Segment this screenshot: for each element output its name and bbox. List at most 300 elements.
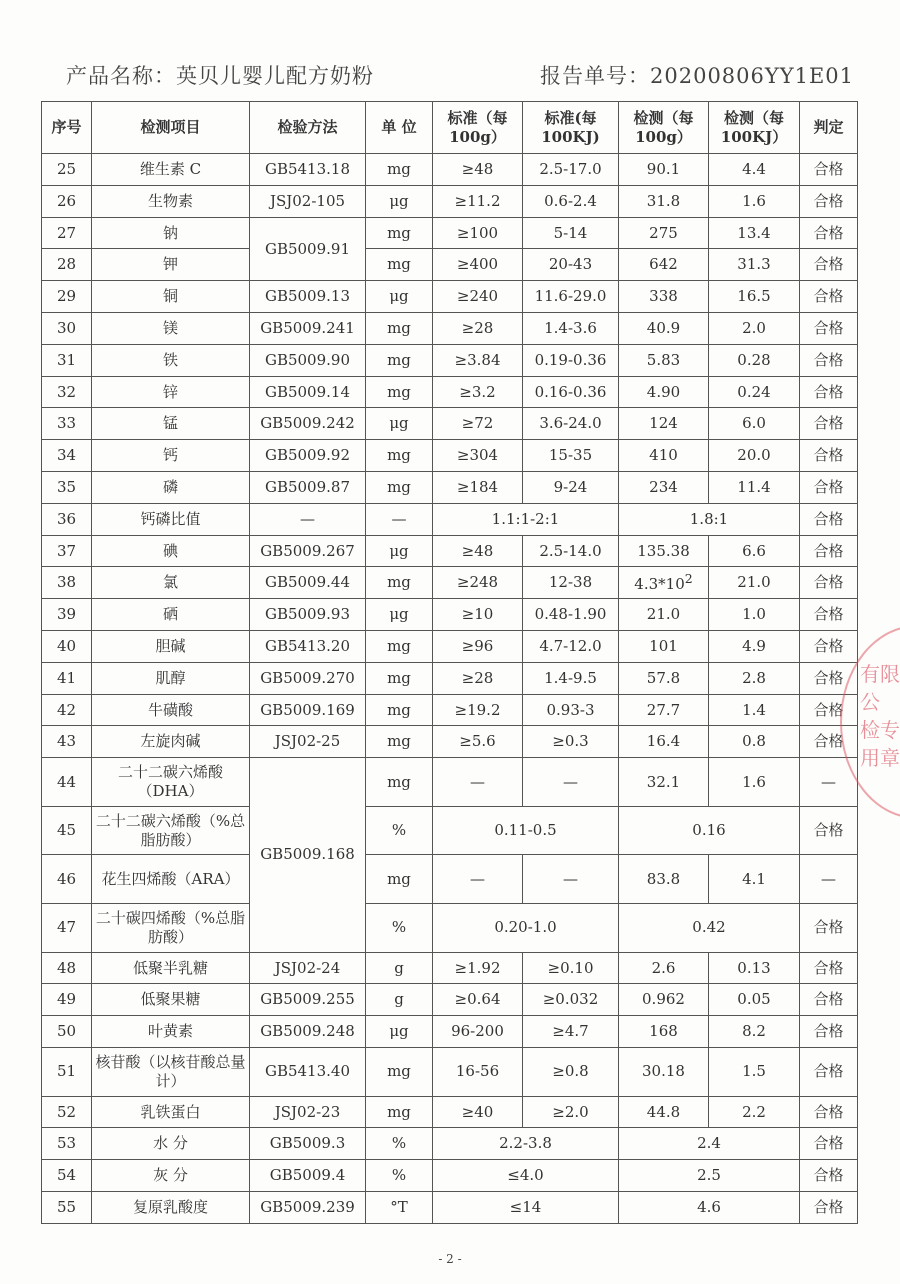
cell-std-100kj: 12-38 [523, 567, 619, 599]
cell-method: GB5009.248 [250, 1016, 366, 1048]
cell-std-100g: ≥3.2 [433, 376, 523, 408]
cell-detected: 0.42 [619, 903, 800, 952]
cell-item: 锌 [92, 376, 250, 408]
cell-std-100kj: 0.48-1.90 [523, 599, 619, 631]
cell-unit: % [366, 1128, 433, 1160]
cell-item: 铜 [92, 281, 250, 313]
cell-item: 低聚半乳糖 [92, 952, 250, 984]
cell-det-100g [619, 694, 709, 726]
cell-unit: μg [366, 599, 433, 631]
cell-det-100g-value: 124 [649, 414, 678, 433]
cell-det-100g-value: 275 [649, 223, 678, 242]
cell-result: 合格 [800, 806, 858, 855]
cell-no: 26 [42, 185, 92, 217]
cell-item: 牛磺酸 [92, 694, 250, 726]
cell-no: 39 [42, 599, 92, 631]
table-row [42, 185, 858, 217]
cell-item: 叶黄素 [92, 1016, 250, 1048]
table-row [42, 217, 858, 249]
cell-item: 磷 [92, 471, 250, 503]
cell-std-100g: ≥28 [433, 662, 523, 694]
header-cell-std-100g: 标准（每100g） [433, 102, 523, 154]
cell-std-100g: — [433, 855, 523, 904]
cell-result: 合格 [800, 903, 858, 952]
cell-no: 30 [42, 312, 92, 344]
cell-item: 左旋肉碱 [92, 726, 250, 758]
cell-item: 胆碱 [92, 630, 250, 662]
cell-item: 二十碳四烯酸（%总脂肪酸） [92, 903, 250, 952]
cell-method: JSJ02-24 [250, 952, 366, 984]
cell-item: 核苷酸（以核苷酸总量计） [92, 1047, 250, 1096]
cell-no: 37 [42, 535, 92, 567]
cell-std-100kj: — [523, 855, 619, 904]
cell-result: 合格 [800, 567, 858, 599]
cell-unit: % [366, 1160, 433, 1192]
cell-det-100kj: 1.6 [709, 758, 800, 807]
product-name: 产品名称：英贝儿婴儿配方奶粉 [66, 64, 374, 88]
cell-std-100kj: 11.6-29.0 [523, 281, 619, 313]
cell-result: 合格 [800, 1096, 858, 1128]
cell-unit: mg [366, 630, 433, 662]
cell-result: 合格 [800, 535, 858, 567]
cell-unit: mg [366, 154, 433, 186]
cell-method: JSJ02-23 [250, 1096, 366, 1128]
cell-det-100kj: 4.1 [709, 855, 800, 904]
cell-no: 25 [42, 154, 92, 186]
cell-std-100g: ≥10 [433, 599, 523, 631]
cell-std-100kj: ≥2.0 [523, 1096, 619, 1128]
cell-unit: % [366, 903, 433, 952]
cell-std-100g: ≥48 [433, 154, 523, 186]
cell-det-100kj: 13.4 [709, 217, 800, 249]
cell-det-100g-value: 30.18 [642, 1062, 685, 1081]
table-row [42, 952, 858, 984]
report-number: 报告单号：20200806YY1E01 [540, 64, 855, 88]
cell-std-100g: ≥240 [433, 281, 523, 313]
cell-item: 钙磷比值 [92, 503, 250, 535]
cell-std-100g: ≥0.64 [433, 984, 523, 1016]
cell-standard: 1.1:1-2:1 [433, 503, 619, 535]
cell-det-100g [619, 726, 709, 758]
cell-std-100kj: 2.5-14.0 [523, 535, 619, 567]
cell-det-100g [619, 344, 709, 376]
header-cell-det-100kj: 检测（每100KJ） [709, 102, 800, 154]
cell-unit: mg [366, 376, 433, 408]
cell-item: 二十二碳六烯酸（DHA） [92, 758, 250, 807]
cell-det-100g-value: 27.7 [646, 700, 681, 719]
table-row [42, 503, 858, 535]
cell-std-100kj: 0.6-2.4 [523, 185, 619, 217]
cell-item: 钠 [92, 217, 250, 249]
cell-unit: μg [366, 408, 433, 440]
cell-det-100kj: 21.0 [709, 567, 800, 599]
cell-item: 维生素 C [92, 154, 250, 186]
cell-no: 31 [42, 344, 92, 376]
cell-det-100g [619, 630, 709, 662]
cell-method: GB5009.44 [250, 567, 366, 599]
cell-det-100g-value: 642 [649, 255, 678, 274]
cell-std-100g: ≥248 [433, 567, 523, 599]
cell-std-100kj: — [523, 758, 619, 807]
cell-result: 合格 [800, 154, 858, 186]
cell-std-100kj: 20-43 [523, 249, 619, 281]
cell-method: GB5009.168 [250, 758, 366, 952]
cell-std-100kj: 4.7-12.0 [523, 630, 619, 662]
cell-unit: mg [366, 249, 433, 281]
cell-det-100g [619, 535, 709, 567]
cell-std-100g: ≥11.2 [433, 185, 523, 217]
cell-method: GB5413.18 [250, 154, 366, 186]
cell-det-100g [619, 758, 709, 807]
cell-detected: 2.5 [619, 1160, 800, 1192]
cell-result: 合格 [800, 1160, 858, 1192]
cell-result: 合格 [800, 281, 858, 313]
cell-std-100g: ≥48 [433, 535, 523, 567]
cell-std-100kj: ≥0.3 [523, 726, 619, 758]
cell-std-100kj: 0.19-0.36 [523, 344, 619, 376]
cell-unit: mg [366, 855, 433, 904]
cell-std-100g: — [433, 758, 523, 807]
cell-method: GB5009.255 [250, 984, 366, 1016]
cell-unit: mg [366, 344, 433, 376]
cell-det-100kj: 11.4 [709, 471, 800, 503]
cell-result: 合格 [800, 952, 858, 984]
cell-std-100kj: 0.16-0.36 [523, 376, 619, 408]
cell-result: 合格 [800, 312, 858, 344]
cell-std-100g: ≥5.6 [433, 726, 523, 758]
cell-det-100kj: 16.5 [709, 281, 800, 313]
cell-det-100g [619, 154, 709, 186]
table-row [42, 984, 858, 1016]
cell-unit: g [366, 984, 433, 1016]
cell-no: 27 [42, 217, 92, 249]
cell-std-100g: ≥184 [433, 471, 523, 503]
cell-result: 合格 [800, 376, 858, 408]
cell-no: 50 [42, 1016, 92, 1048]
cell-method: JSJ02-25 [250, 726, 366, 758]
cell-det-100g-value: 5.83 [646, 350, 681, 369]
cell-det-100kj: 1.6 [709, 185, 800, 217]
cell-item: 钙 [92, 440, 250, 472]
cell-item: 肌醇 [92, 662, 250, 694]
cell-method: GB5009.4 [250, 1160, 366, 1192]
cell-result: 合格 [800, 662, 858, 694]
cell-det-100g [619, 952, 709, 984]
table-row [42, 1016, 858, 1048]
cell-det-100kj: 0.05 [709, 984, 800, 1016]
cell-std-100g: ≥96 [433, 630, 523, 662]
cell-det-100g [619, 312, 709, 344]
cell-det-100g [619, 1096, 709, 1128]
cell-unit: μg [366, 185, 433, 217]
cell-det-100g-value: 4.3*10 [634, 575, 685, 594]
cell-unit: mg [366, 694, 433, 726]
cell-no: 55 [42, 1191, 92, 1223]
cell-unit: mg [366, 1047, 433, 1096]
cell-method: GB5009.241 [250, 312, 366, 344]
cell-no: 36 [42, 503, 92, 535]
table-row [42, 1096, 858, 1128]
cell-no: 53 [42, 1128, 92, 1160]
cell-std-100g: ≥400 [433, 249, 523, 281]
cell-det-100kj: 31.3 [709, 249, 800, 281]
cell-std-100g: 96-200 [433, 1016, 523, 1048]
cell-det-100g-value: 16.4 [646, 732, 681, 751]
cell-det-100g [619, 567, 709, 599]
cell-method: GB5009.93 [250, 599, 366, 631]
table-row [42, 758, 858, 807]
table-row [42, 630, 858, 662]
cell-std-100g: ≥72 [433, 408, 523, 440]
cell-det-100g-value: 234 [649, 477, 678, 496]
cell-no: 29 [42, 281, 92, 313]
cell-unit: mg [366, 662, 433, 694]
cell-det-100g-value: 410 [649, 446, 678, 465]
cell-result: 合格 [800, 1191, 858, 1223]
cell-std-100g: ≥304 [433, 440, 523, 472]
table-row [42, 376, 858, 408]
cell-item: 低聚果糖 [92, 984, 250, 1016]
header-cell-result: 判定 [800, 102, 858, 154]
cell-std-100kj: 9-24 [523, 471, 619, 503]
cell-no: 35 [42, 471, 92, 503]
cell-unit: g [366, 952, 433, 984]
table-row [42, 440, 858, 472]
cell-det-100g [619, 408, 709, 440]
cell-no: 42 [42, 694, 92, 726]
cell-std-100kj: 3.6-24.0 [523, 408, 619, 440]
header-cell-method: 检验方法 [250, 102, 366, 154]
cell-unit: mg [366, 440, 433, 472]
cell-item: 锰 [92, 408, 250, 440]
cell-det-100kj: 6.6 [709, 535, 800, 567]
header-cell-std-100kj: 标准(每100KJ) [523, 102, 619, 154]
cell-method: GB5009.270 [250, 662, 366, 694]
cell-result: 合格 [800, 185, 858, 217]
cell-det-100kj: 4.9 [709, 630, 800, 662]
cell-result: 合格 [800, 1047, 858, 1096]
cell-standard: 0.11-0.5 [433, 806, 619, 855]
cell-unit: μg [366, 1016, 433, 1048]
cell-method: GB5009.14 [250, 376, 366, 408]
header-cell-unit: 单 位 [366, 102, 433, 154]
cell-det-100g [619, 471, 709, 503]
cell-item: 二十二碳六烯酸（%总脂肪酸） [92, 806, 250, 855]
cell-no: 44 [42, 758, 92, 807]
cell-det-100g-value: 44.8 [646, 1102, 681, 1121]
cell-std-100kj: ≥4.7 [523, 1016, 619, 1048]
report-header [0, 60, 900, 96]
cell-std-100g: ≥40 [433, 1096, 523, 1128]
cell-item: 灰 分 [92, 1160, 250, 1192]
cell-result: 合格 [800, 471, 858, 503]
cell-item: 铁 [92, 344, 250, 376]
cell-item: 镁 [92, 312, 250, 344]
cell-no: 46 [42, 855, 92, 904]
cell-det-100kj: 8.2 [709, 1016, 800, 1048]
cell-det-100g [619, 1047, 709, 1096]
cell-det-100g-value: 338 [649, 287, 678, 306]
table-row [42, 567, 858, 599]
cell-det-100g [619, 376, 709, 408]
table-header-row [42, 102, 858, 154]
cell-standard: ≤14 [433, 1191, 619, 1223]
cell-result: 合格 [800, 630, 858, 662]
cell-det-100g-value: 168 [649, 1022, 678, 1041]
table-row [42, 1128, 858, 1160]
cell-std-100g: ≥1.92 [433, 952, 523, 984]
cell-unit: mg [366, 312, 433, 344]
cell-no: 43 [42, 726, 92, 758]
table-row [42, 344, 858, 376]
cell-std-100kj: 15-35 [523, 440, 619, 472]
table-row [42, 154, 858, 186]
cell-result: 合格 [800, 503, 858, 535]
table-row [42, 1047, 858, 1096]
cell-method: — [250, 503, 366, 535]
cell-method: GB5413.20 [250, 630, 366, 662]
table-row [42, 599, 858, 631]
cell-no: 28 [42, 249, 92, 281]
cell-det-100g [619, 217, 709, 249]
cell-unit: mg [366, 1096, 433, 1128]
table-row [42, 855, 858, 904]
cell-detected: 2.4 [619, 1128, 800, 1160]
cell-det-100g [619, 984, 709, 1016]
cell-result: 合格 [800, 726, 858, 758]
cell-no: 34 [42, 440, 92, 472]
cell-method: GB5009.3 [250, 1128, 366, 1160]
cell-result: 合格 [800, 408, 858, 440]
inspection-table [41, 101, 858, 1224]
cell-unit: °T [366, 1191, 433, 1223]
cell-result: — [800, 855, 858, 904]
header-cell-det-100g: 检测（每100g） [619, 102, 709, 154]
cell-std-100g: ≥28 [433, 312, 523, 344]
cell-detected: 0.16 [619, 806, 800, 855]
cell-std-100g: 16-56 [433, 1047, 523, 1096]
cell-no: 45 [42, 806, 92, 855]
header-cell-item: 检测项目 [92, 102, 250, 154]
table-row [42, 903, 858, 952]
cell-result: 合格 [800, 984, 858, 1016]
table-row [42, 1191, 858, 1223]
cell-result: 合格 [800, 694, 858, 726]
cell-det-100g-value: 4.90 [646, 382, 681, 401]
cell-std-100kj: ≥0.8 [523, 1047, 619, 1096]
cell-no: 47 [42, 903, 92, 952]
cell-std-100g: ≥3.84 [433, 344, 523, 376]
cell-det-100kj: 1.5 [709, 1047, 800, 1096]
cell-det-100kj: 2.2 [709, 1096, 800, 1128]
cell-result: 合格 [800, 599, 858, 631]
cell-item: 硒 [92, 599, 250, 631]
table-row [42, 726, 858, 758]
cell-unit: mg [366, 471, 433, 503]
page-number: - 2 - [438, 1252, 462, 1266]
cell-det-100g [619, 281, 709, 313]
cell-unit: mg [366, 726, 433, 758]
table-row [42, 662, 858, 694]
cell-method: GB5009.239 [250, 1191, 366, 1223]
cell-item: 花生四烯酸（ARA） [92, 855, 250, 904]
cell-det-100g [619, 662, 709, 694]
cell-std-100kj: ≥0.032 [523, 984, 619, 1016]
cell-item: 水 分 [92, 1128, 250, 1160]
cell-det-100kj: 20.0 [709, 440, 800, 472]
cell-det-100g-value: 2.6 [651, 958, 676, 977]
cell-unit: mg [366, 217, 433, 249]
table-row [42, 281, 858, 313]
cell-det-100kj: 1.4 [709, 694, 800, 726]
cell-det-100g [619, 1016, 709, 1048]
cell-method: GB5009.169 [250, 694, 366, 726]
cell-method: JSJ02-105 [250, 185, 366, 217]
cell-method: GB5413.40 [250, 1047, 366, 1096]
cell-det-100kj: 0.28 [709, 344, 800, 376]
cell-det-100g-value: 101 [649, 636, 678, 655]
cell-no: 38 [42, 567, 92, 599]
table-row [42, 249, 858, 281]
cell-standard: 2.2-3.8 [433, 1128, 619, 1160]
cell-det-100g-value: 90.1 [646, 160, 681, 179]
cell-std-100kj: 5-14 [523, 217, 619, 249]
cell-result: — [800, 758, 858, 807]
cell-item: 碘 [92, 535, 250, 567]
cell-method: GB5009.267 [250, 535, 366, 567]
table-row [42, 694, 858, 726]
cell-std-100kj: ≥0.10 [523, 952, 619, 984]
header-cell-no: 序号 [42, 102, 92, 154]
table-row [42, 408, 858, 440]
company-seal-text: 有限公 检专用章 [860, 662, 900, 770]
table-row [42, 471, 858, 503]
cell-result: 合格 [800, 1016, 858, 1048]
cell-result: 合格 [800, 249, 858, 281]
cell-no: 41 [42, 662, 92, 694]
cell-det-100kj: 0.24 [709, 376, 800, 408]
cell-no: 33 [42, 408, 92, 440]
cell-det-100g-value: 83.8 [646, 869, 681, 888]
cell-unit: mg [366, 567, 433, 599]
cell-det-100g [619, 185, 709, 217]
cell-std-100kj: 1.4-3.6 [523, 312, 619, 344]
cell-det-100g-value: 0.962 [642, 990, 685, 1009]
cell-detected: 1.8:1 [619, 503, 800, 535]
cell-no: 48 [42, 952, 92, 984]
cell-no: 54 [42, 1160, 92, 1192]
cell-det-100g [619, 249, 709, 281]
cell-std-100g: ≥19.2 [433, 694, 523, 726]
cell-det-100g-exponent: 2 [684, 571, 693, 587]
table-row [42, 535, 858, 567]
cell-det-100g [619, 855, 709, 904]
cell-det-100kj: 0.13 [709, 952, 800, 984]
cell-std-100kj: 1.4-9.5 [523, 662, 619, 694]
table-row [42, 312, 858, 344]
cell-det-100g-value: 40.9 [646, 319, 681, 337]
cell-det-100g-value: 135.38 [637, 541, 690, 560]
cell-result: 合格 [800, 1128, 858, 1160]
cell-standard: ≤4.0 [433, 1160, 619, 1192]
cell-method: GB5009.91 [250, 217, 366, 281]
cell-method: GB5009.87 [250, 471, 366, 503]
cell-det-100g-value: 31.8 [646, 191, 681, 210]
cell-method: GB5009.13 [250, 281, 366, 313]
cell-det-100g-value: 57.8 [646, 668, 681, 687]
cell-result: 合格 [800, 440, 858, 472]
cell-no: 51 [42, 1047, 92, 1096]
